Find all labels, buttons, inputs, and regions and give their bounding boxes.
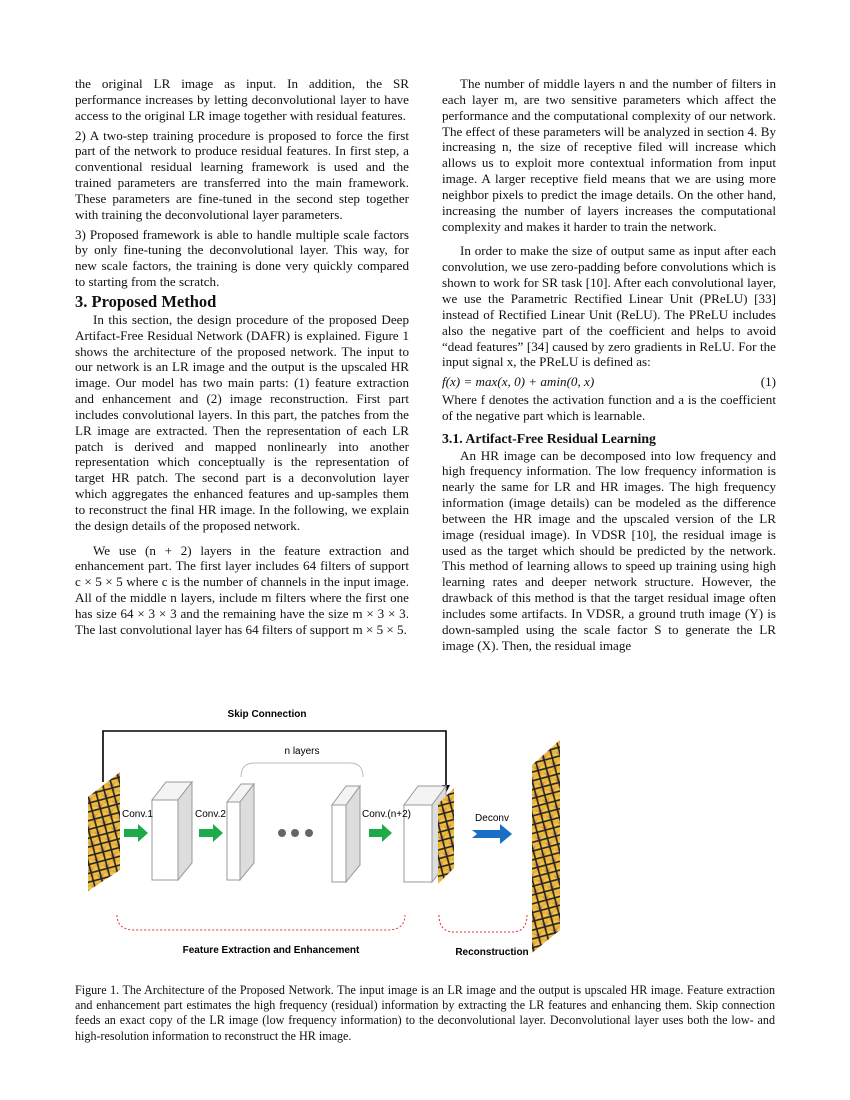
subsection-heading: 3.1. Artifact-Free Residual Learning (442, 430, 656, 446)
paragraph: 3) Proposed framework is able to handle multiple scale factors by only fine-tuning the deconvolutional layer. This way, for new scale factors, the training is done very quickly compared to starting from the scratch. (75, 226, 409, 290)
feature-extraction-label: Feature Extraction and Enhancement (182, 945, 360, 956)
n-layers-label: n layers (284, 746, 320, 757)
architecture-figure (80, 700, 780, 970)
paragraph: An HR image can be decomposed into low frequency and high frequency information. The low frequency information is nearly the same for LR and HR images. The high frequency information (image details) can be modeled as the difference between the HR image and the upscaled version of the LR image (residual image). In VDSR [10], the residual image is used as the target which should be predicted by the network. This method of learning allows to speed up training using high learning rates and deeper network structure. However, the drawback of this method is that the target residual image often includes some artifacts. In VDSR, a ground truth image (Y) is down-sampled using the scale factor S to generate the LR image (X). Then, the residual image (442, 447, 776, 653)
paragraph: Where f denotes the activation function and a is the coefficient of the negative part which is learnable. (442, 392, 776, 423)
blue-deconv-arrow-icon (472, 824, 512, 844)
conv-last-label: Conv.(n+2) (362, 809, 412, 820)
reconstruction-brace (439, 915, 527, 932)
paragraph: the original LR image as input. In addition, the SR performance increases by letting deconvolutional layer to have access to the original LR image together with residual features. (75, 76, 409, 123)
figure-caption: Figure 1. The Architecture of the Proposed Network. The input image is an LR image and the output is upscaled HR image. Feature extraction and enhancement part estimates the high frequency (residual) information by extracting the LR features and enhancing them. Skip connection feeds an exact copy of the LR image (low frequency information) to the deconvolutional layer. Deconvolutional layer uses both the low- and high-resolution information to reconstruct the HR image. (75, 983, 775, 1043)
left-column (75, 76, 409, 642)
ellipsis-icon (278, 829, 313, 837)
equation-body: f(x) = max(x, 0) + amin(0, x) (442, 374, 595, 390)
output-hr-image (532, 740, 560, 953)
green-arrow-icon (199, 824, 223, 842)
green-arrow-icon (369, 824, 392, 842)
paragraph: The number of middle layers n and the number of filters in each layer m, are two sensitive parameters which affect the performance and the computational complexity of our network. The effect of these parameters will be analyzed in section 4. By increasing n, the size of receptive filed will increase which allows us to exploit more contextual information from input image. A larger receptive field means that we are using more neighbor pixels to predict the image details. On the other hand, increasing the number of layers increases the computational complexity and makes it harder to train the network. (442, 76, 776, 234)
green-arrow-icon (124, 824, 148, 842)
conv-block-n (332, 786, 360, 882)
paragraph: We use (n + 2) layers in the feature extraction and enhancement part. The first layer includes 64 filters of support c × 5 × 5 where c is the number of channels in the input image. All of the middle n layers, include m filters where the first one has size 64 × 3 × 3 and the remaining have the size m × 3 × 3. The last convolutional layer has 64 filters of support m × 5 × 5. (75, 542, 409, 637)
skip-connection-label: Skip Connection (227, 709, 307, 720)
equation (442, 374, 776, 390)
conv1-label: Conv.1 (122, 809, 153, 820)
conv-block-2 (227, 784, 254, 880)
input-lr-image (88, 772, 120, 891)
right-column (442, 76, 776, 658)
conv2-label: Conv.2 (195, 809, 226, 820)
paragraph: In order to make the size of output same as input after each convolution, we use zero-padding before convolutions which is shown to work for SR task [10]. After each convolutional layer, we use the Parametric Rectified Linear Unit (PReLU) [33] instead of Rectified Linear Unit (ReLU). The PReLU includes also the negative part of the coefficient and helps to avoid “dead features” [34] caused by zero gradients in ReLU. For the input signal x, the PReLU is defined as: (442, 243, 776, 370)
reconstruction-label: Reconstruction (455, 947, 529, 958)
skip-connection-line (103, 731, 446, 786)
feature-brace (117, 915, 405, 930)
paragraph: 2) A two-step training procedure is proposed to force the first part of the network to produce residual features. In first step, a conventional residual learning framework is used and the trained parameters are transferred into the main framework. These parameters are fine-tuned in the second step together with training the deconvolutional layer parameters. (75, 127, 409, 222)
section-heading: 3. Proposed Method (75, 291, 217, 311)
residual-plus-lr-image (438, 788, 454, 884)
conv-block-1 (152, 782, 192, 880)
equation-number: (1) (760, 374, 776, 390)
deconv-label: Deconv (475, 813, 509, 824)
n-layers-brace (241, 763, 363, 777)
paragraph: In this section, the design procedure of the proposed Deep Artifact-Free Residual Network (DAFR) is explained. Figure 1 shows the architecture of the proposed network. The input to our network is an LR image and the output is the upscaled HR image. Our model has two main parts: (1) feature extraction and enhancement and (2) image reconstruction. First part includes convolutional layers. In this part, the patches from the LR image are extracted. Then the representation of each LR patch is derived and mapped nonlinearly into another representation which conceptually is the representation of target HR patch. The second part is a deconvolution layer which aggregates the enhanced features and up-samples them to reconstruct the final HR image. In the following, we explain the design details of the proposed network. (75, 311, 409, 533)
